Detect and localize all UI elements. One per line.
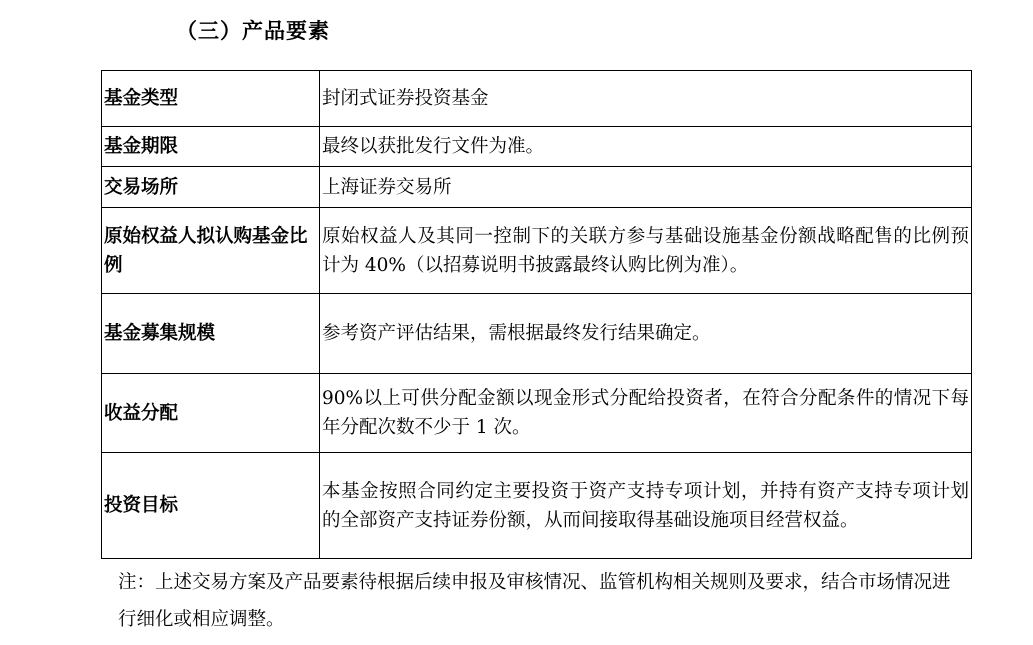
row-value: 90%以上可供分配金额以现金形式分配给投资者，在符合分配条件的情况下每年分配次数不少于 1 次。 bbox=[320, 374, 972, 453]
table-row bbox=[102, 453, 972, 559]
row-value: 最终以获批发行文件为准。 bbox=[320, 127, 972, 167]
row-label: 交易场所 bbox=[102, 167, 320, 208]
footnote: 注：上述交易方案及产品要素待根据后续申报及审核情况、监管机构相关规则及要求，结合市场情况进行细化或相应调整。 bbox=[118, 572, 951, 630]
table-row bbox=[102, 167, 972, 208]
section-title: （三）产品要素 bbox=[176, 19, 330, 43]
table-row bbox=[102, 208, 972, 294]
table-row bbox=[102, 294, 972, 374]
row-label: 投资目标 bbox=[102, 453, 320, 559]
row-value: 原始权益人及其同一控制下的关联方参与基础设施基金份额战略配售的比例预计为 40%（以招募说明书披露最终认购比例为准）。 bbox=[320, 208, 972, 294]
row-label: 原始权益人拟认购基金比例 bbox=[102, 208, 320, 294]
row-value: 本基金按照合同约定主要投资于资产支持专项计划，并持有资产支持专项计划的全部资产支持证券份额，从而间接取得基础设施项目经营权益。 bbox=[320, 453, 972, 559]
table-row bbox=[102, 71, 972, 127]
table-row bbox=[102, 374, 972, 453]
row-value: 上海证券交易所 bbox=[320, 167, 972, 208]
row-label: 基金募集规模 bbox=[102, 294, 320, 374]
row-value: 封闭式证券投资基金 bbox=[320, 71, 972, 127]
table-row bbox=[102, 127, 972, 167]
row-label: 收益分配 bbox=[102, 374, 320, 453]
product-elements-table bbox=[101, 70, 972, 559]
row-value: 参考资产评估结果，需根据最终发行结果确定。 bbox=[320, 294, 972, 374]
row-label: 基金类型 bbox=[102, 71, 320, 127]
row-label: 基金期限 bbox=[102, 127, 320, 167]
